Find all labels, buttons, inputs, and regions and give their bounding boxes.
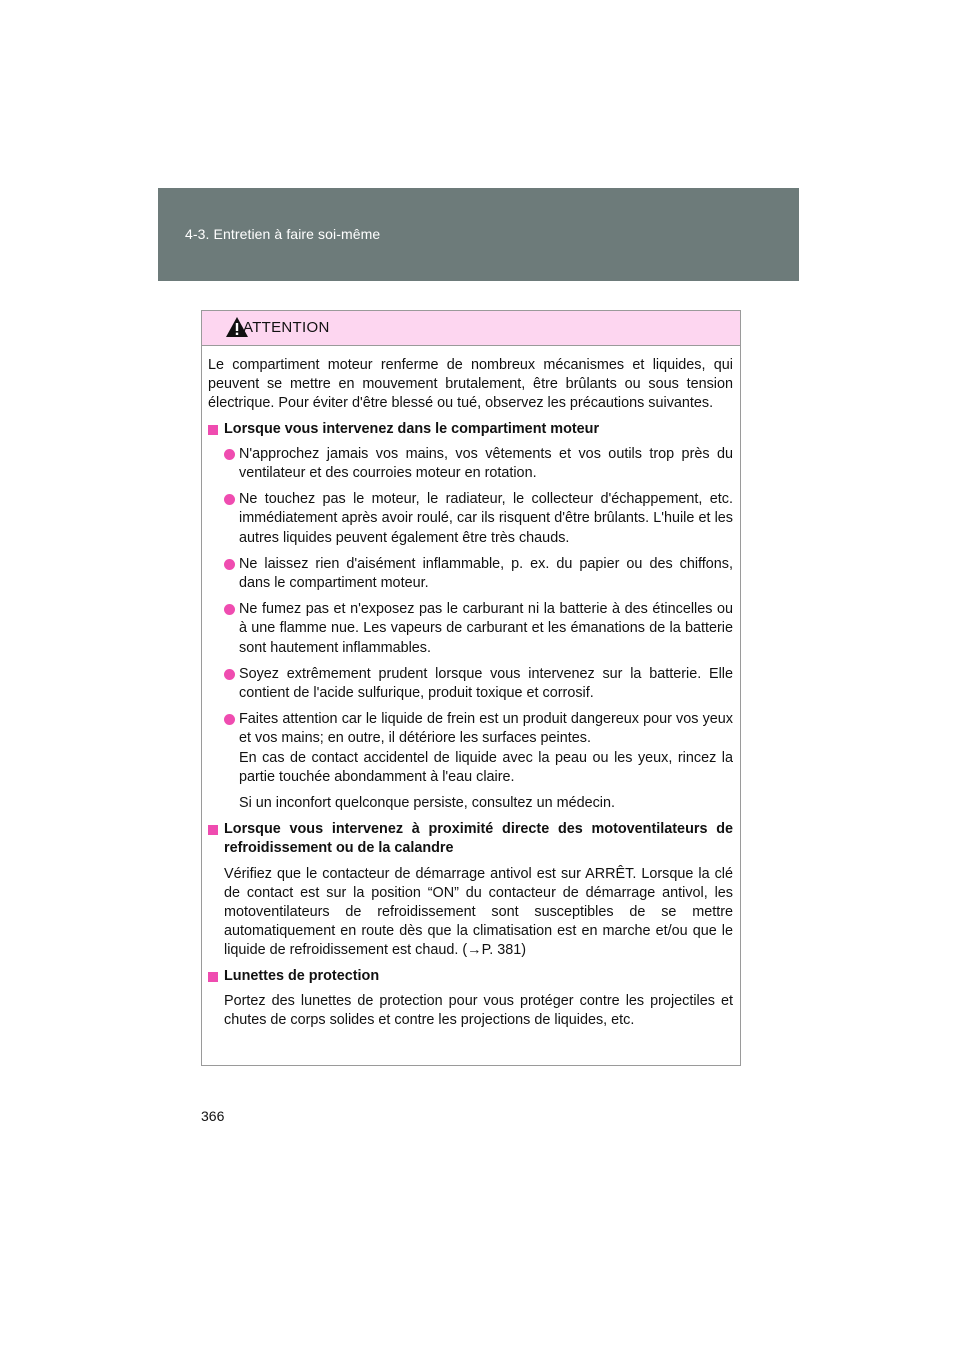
caution-body — [202, 346, 740, 1030]
caution-intro: Le compartiment moteur renferme de nombreux mécanismes et liquides, qui peuvent se mettre en mouvement brutalement, être brûlants ou sous tension électrique. Pour éviter d'être blessé ou tué, observez les précautions suivantes. — [208, 357, 733, 412]
list-item-text: Ne fumez pas et n'exposez pas le carburant ni la batterie à des étincelles ou à une flamme nue. Les vapeurs de carburant et les émanations de la batterie sont hautement inflammables. — [239, 601, 733, 656]
section-header-band — [158, 188, 799, 281]
list-item — [208, 490, 733, 548]
list-item-text: Ne laissez rien d'aisément inflammable, p. ex. du papier ou des chiffons, dans le compartiment moteur. — [239, 555, 733, 592]
round-bullet-icon — [224, 449, 235, 460]
caution-box — [201, 310, 741, 1066]
section-heading-text: Lunettes de protection — [224, 967, 380, 984]
page-number: 366 — [201, 1108, 225, 1124]
list-item — [208, 710, 733, 748]
section-heading-cooling-fans — [208, 820, 733, 858]
list-item-text: Ne touchez pas le moteur, le radiateur, le collecteur d'échappement, etc. immédiatement après avoir roulé, car ils risquent d'être brûlants. L'huile et les autres liquides peuvent également être très chauds. — [239, 491, 733, 546]
section-heading-safety-glasses — [208, 967, 733, 986]
section-heading-text: Lorsque vous intervenez à proximité directe des motoventilateurs de refroidissement ou de la calandre — [224, 821, 733, 857]
brake-fluid-followup: En cas de contact accidentel de liquide avec la peau ou les yeux, rincez la partie touchée abondamment à l'eau claire. — [239, 749, 733, 785]
square-bullet-icon — [208, 425, 218, 435]
list-item-text: Soyez extrêmement prudent lorsque vous intervenez sur la batterie. Elle contient de l'acide sulfurique, produit toxique et corrosif. — [239, 665, 733, 702]
list-item-text: Faites attention car le liquide de frein est un produit dangereux pour vos yeux et vos mains; en outre, il détériore les surfaces peintes. — [239, 711, 733, 747]
round-bullet-icon — [224, 494, 235, 505]
round-bullet-icon — [224, 559, 235, 570]
round-bullet-icon — [224, 669, 235, 680]
list-item — [208, 665, 733, 703]
round-bullet-icon — [224, 714, 235, 725]
list-item-text: N'approchez jamais vos mains, vos vêtements et vos outils trop près du ventilateur et des courroies moteur en rotation. — [239, 445, 733, 482]
section-title: 4-3. Entretien à faire soi-même — [185, 226, 381, 242]
safety-glasses-paragraph: Portez des lunettes de protection pour vous protéger contre les projectiles et chutes de corps solides et contre les projections de liquides, etc. — [224, 992, 733, 1029]
cooling-fans-paragraph: Vérifiez que le contacteur de démarrage antivol est sur ARRÊT. Lorsque la clé de contact est sur la position “ON” du contacteur de démarrage antivol, les motoventilateurs de refroidissement sont susceptibles de se mettre automatiquement en route dès que la climatisation est en marche et/ou que le liquide de refroidissement est chaud. (→P. 381) — [224, 865, 733, 959]
list-item — [208, 555, 733, 593]
doctor-note: Si un inconfort quelconque persiste, consultez un médecin. — [239, 795, 615, 812]
section-heading-engine-compartment — [208, 420, 733, 439]
list-item — [208, 600, 733, 658]
round-bullet-icon — [224, 604, 235, 615]
square-bullet-icon — [208, 825, 218, 835]
caution-header — [202, 311, 740, 346]
list-item — [208, 445, 733, 483]
section-heading-text: Lorsque vous intervenez dans le compartiment moteur — [224, 420, 600, 437]
square-bullet-icon — [208, 972, 218, 982]
caution-title: ATTENTION — [243, 319, 330, 336]
